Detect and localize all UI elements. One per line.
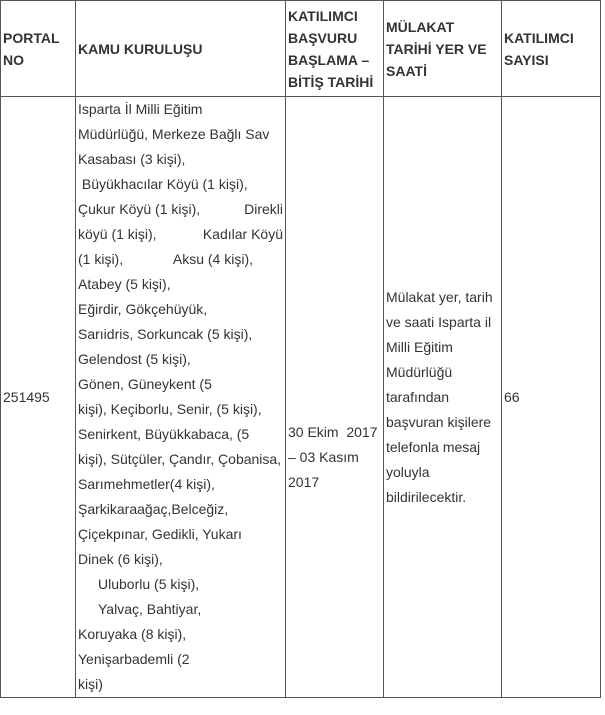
kamu-line: Senirkent, Büyükkabaca, (5 [78, 426, 250, 442]
kamu-line-pair [78, 222, 283, 247]
table-row [1, 97, 601, 698]
cell-basvuru-tarihi: 30 Ekim 2017 – 03 Kasım 2017 [286, 97, 384, 698]
header-kamu-kurulusu: KAMU KURULUŞU [76, 1, 286, 97]
kamu-line: Gelendost (5 kişi), [78, 351, 191, 367]
kamu-line: kişi) [78, 676, 103, 692]
kamu-line: Çukur Köyü (1 kişi), [78, 201, 201, 217]
kamu-line: Yenişarbademli (2 [78, 651, 190, 667]
kamu-line: köyü (1 kişi), [78, 226, 157, 242]
kamu-line: Gönen, Güneykent (5 [78, 376, 212, 392]
kamu-line: (1 kişi), [78, 251, 124, 267]
kamu-line: Koruyaka (8 kişi), [78, 626, 187, 642]
header-katilimci-sayisi: KATILIMCI SAYISI [502, 1, 601, 97]
kamu-line: Uluborlu (5 kişi), [98, 576, 200, 592]
kamu-line-pair [78, 197, 283, 222]
kamu-line: kişi), Sütçüler, Çandır, Çobanisa, [78, 451, 282, 467]
kamu-line: Kadılar Köyü [202, 226, 283, 242]
kamu-line: Müdürlüğü, Merkeze Bağlı Sav [78, 126, 270, 142]
table-header-row [1, 1, 601, 97]
kamu-line: kişi), Keçiborlu, Senir, (5 kişi), [78, 401, 262, 417]
kamu-line: Büyükhacılar Köyü (1 kişi), [78, 176, 248, 192]
kamu-line: Atabey (5 kişi), [78, 276, 171, 292]
kamu-line: Eğirdir, Gökçehüyük, [78, 301, 208, 317]
header-basvuru-tarihi: KATILIMCI BAŞVURU BAŞLAMA – BİTİŞ TARİHİ [286, 1, 384, 97]
kamu-line-pair [78, 247, 283, 272]
kamu-line: Şarkikaraağaç,Belceğiz, [78, 501, 229, 517]
cell-kamu-kurulusu [76, 97, 286, 698]
header-portal-no: PORTAL NO [1, 1, 76, 97]
cell-mulakat: Mülakat yer, tarih ve saati Isparta il Milli Eğitim Müdürlüğü tarafından başvuran kişilere telefonla mesaj yoluyla bildirilecektir. [384, 97, 502, 698]
kamu-line: Sarımehmetler(4 kişi), [78, 476, 215, 492]
kamu-line: Aksu (4 kişi), [172, 251, 253, 267]
kamu-line: Dinek (6 kişi), [78, 551, 163, 567]
header-mulakat: MÜLAKAT TARİHİ YER VE SAATİ [384, 1, 502, 97]
cell-katilimci-sayisi: 66 [502, 97, 601, 698]
kamu-line: Sarıidris, Sorkuncak (5 kişi), [78, 326, 253, 342]
kamu-line: Isparta İl Milli Eğitim [78, 101, 203, 117]
kamu-line: Yalvaç, Bahtiyar, [98, 601, 202, 617]
kamu-line: Kasabası (3 kişi), [78, 151, 186, 167]
kamu-line: Direkli [244, 201, 283, 217]
cell-portal-no: 251495 [1, 97, 76, 698]
kamu-line: Çiçekpınar, Gedikli, Yukarı [78, 526, 242, 542]
